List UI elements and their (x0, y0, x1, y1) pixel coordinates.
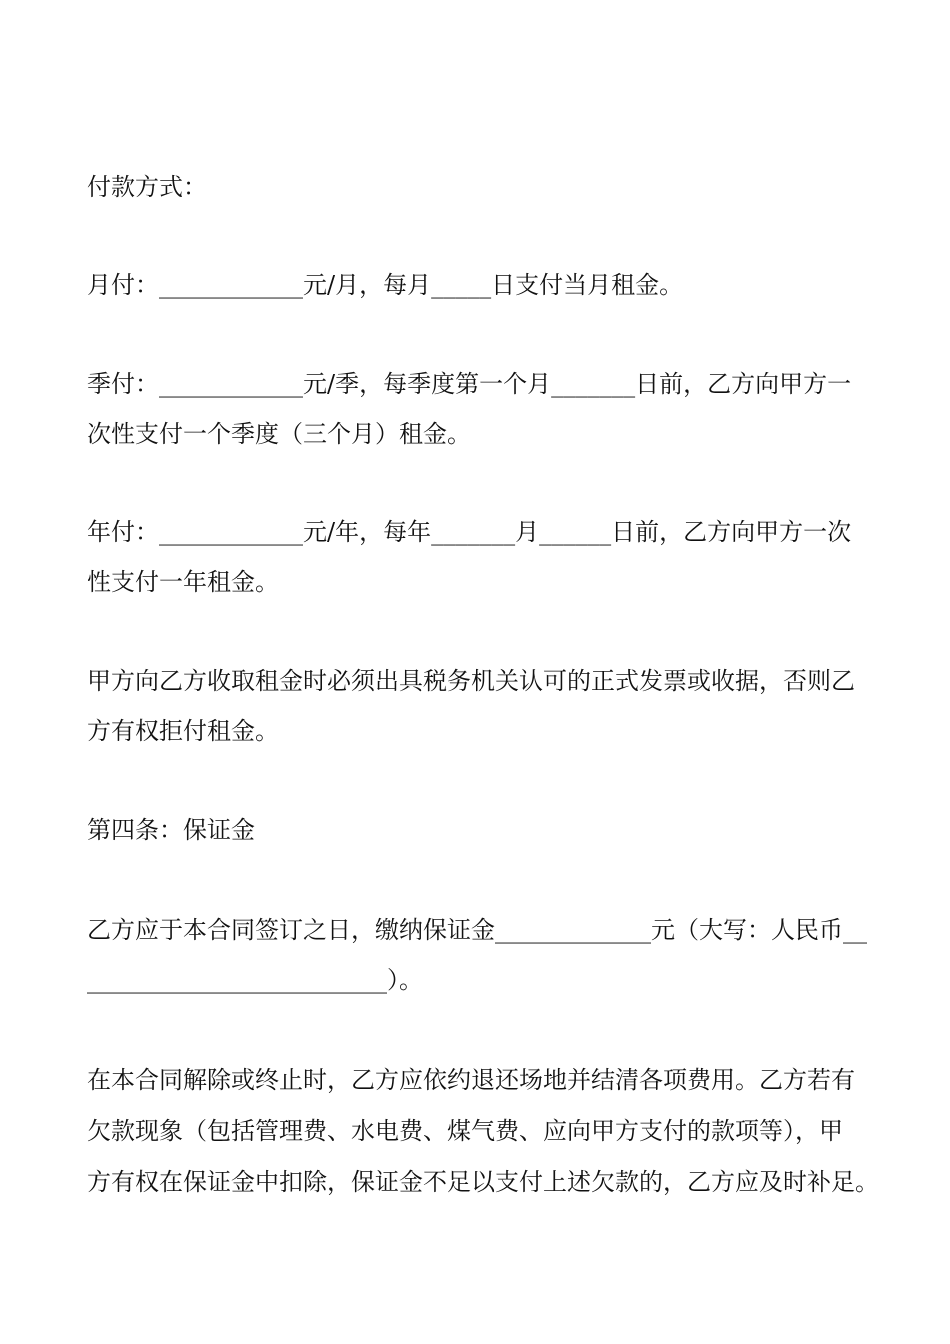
document-page (87, 0, 877, 1344)
termination-clause-line-1: 在本合同解除或终止时，乙方应依约退还场地并结清各项费用。乙方若有 (87, 1066, 855, 1094)
termination-clause-line-2: 欠款现象（包括管理费、水电费、煤气费、应向甲方支付的款项等），甲 (87, 1117, 843, 1145)
quarterly-payment-line-1: 季付：____________元/季，每季度第一个月_______日前，乙方向甲方一 (87, 370, 852, 398)
invoice-clause-line-1: 甲方向乙方收取租金时必须出具税务机关认可的正式发票或收据，否则乙 (87, 667, 855, 695)
yearly-payment-line-2: 性支付一年租金。 (87, 568, 279, 596)
monthly-payment-line: 月付：____________元/月，每月_____日支付当月租金。 (87, 271, 684, 299)
article-4-heading: 第四条：保证金 (87, 816, 255, 844)
yearly-payment-line-1: 年付：____________元/年，每年_______月______日前，乙方向甲方一次 (87, 518, 852, 546)
payment-method-heading: 付款方式： (87, 173, 207, 201)
termination-clause-line-3: 方有权在保证金中扣除，保证金不足以支付上述欠款的，乙方应及时补足。 (87, 1168, 879, 1196)
invoice-clause-line-2: 方有权拒付租金。 (87, 717, 279, 745)
quarterly-payment-line-2: 次性支付一个季度（三个月）租金。 (87, 420, 471, 448)
deposit-clause-line-1: 乙方应于本合同签订之日，缴纳保证金_____________元（大写：人民币__ (87, 916, 867, 944)
deposit-clause-line-2: _________________________）。 (87, 966, 423, 994)
